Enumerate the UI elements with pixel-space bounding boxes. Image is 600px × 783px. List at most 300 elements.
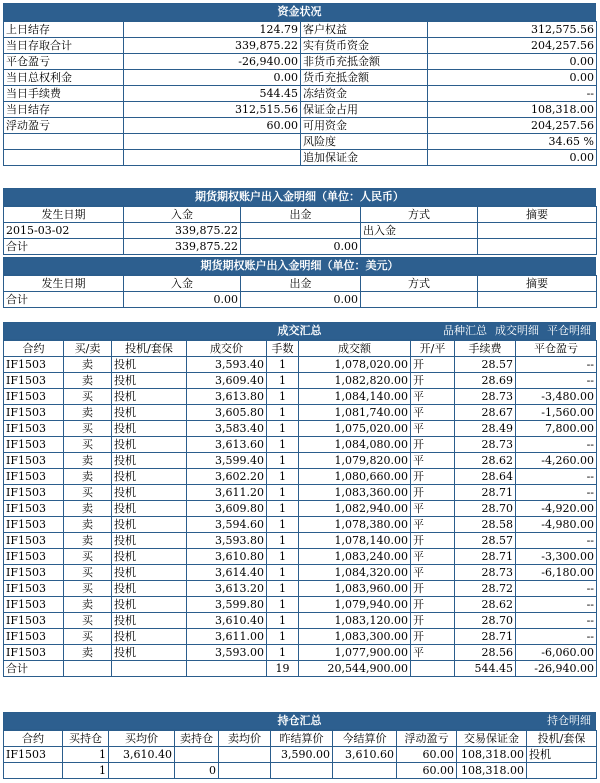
trade-cell: 1 bbox=[267, 501, 299, 517]
trade-cell: 开 bbox=[411, 373, 455, 389]
table-cell: 0.00 bbox=[124, 292, 241, 308]
position-cell: 108,318.00 bbox=[457, 747, 527, 763]
trade-cell: IF1503 bbox=[4, 373, 64, 389]
trade-cell: 投机 bbox=[112, 597, 187, 613]
funds-label: 浮动盈亏 bbox=[4, 118, 124, 134]
usd-title: 期货期权账户出入金明细（单位：美元） bbox=[3, 257, 596, 275]
column-header: 入金 bbox=[124, 207, 241, 223]
trade-cell: 开 bbox=[411, 613, 455, 629]
trade-cell: 1 bbox=[267, 581, 299, 597]
position-cell bbox=[109, 763, 175, 779]
trade-cell: 投机 bbox=[112, 357, 187, 373]
trade-cell: 投机 bbox=[112, 565, 187, 581]
rmb-title: 期货期权账户出入金明细（单位：人民币） bbox=[3, 188, 596, 206]
trade-row bbox=[4, 533, 597, 549]
position-cell bbox=[333, 763, 397, 779]
funds-value: 312,515.56 bbox=[124, 102, 301, 118]
funds-label: 风险度 bbox=[301, 134, 428, 150]
funds-value: 339,875.22 bbox=[124, 38, 301, 54]
link-position-detail[interactable]: 持仓明细 bbox=[547, 714, 591, 727]
trade-cell: 1,078,380.00 bbox=[299, 517, 411, 533]
trade-cell: 卖 bbox=[64, 517, 112, 533]
trade-cell: 开 bbox=[411, 581, 455, 597]
trade-cell: 买 bbox=[64, 389, 112, 405]
column-header: 方式 bbox=[361, 207, 478, 223]
trade-cell: 1,084,320.00 bbox=[299, 565, 411, 581]
trade-cell: 开 bbox=[411, 485, 455, 501]
trade-cell: 28.71 bbox=[455, 485, 516, 501]
trade-cell: 投机 bbox=[112, 629, 187, 645]
trade-cell: 1 bbox=[267, 565, 299, 581]
funds-value: 544.45 bbox=[124, 86, 301, 102]
funds-value: -26,940.00 bbox=[124, 54, 301, 70]
trade-cell: 28.71 bbox=[455, 549, 516, 565]
trade-cell: -6,060.00 bbox=[516, 645, 597, 661]
usd-header-row bbox=[4, 276, 597, 292]
trade-row bbox=[4, 629, 597, 645]
column-header: 投机/套保 bbox=[527, 731, 597, 747]
column-header: 卖均价 bbox=[219, 731, 271, 747]
table-cell: 0.00 bbox=[241, 239, 361, 255]
table-cell bbox=[478, 239, 597, 255]
trades-table bbox=[3, 340, 597, 677]
trade-cell: IF1503 bbox=[4, 357, 64, 373]
trade-cell: IF1503 bbox=[4, 613, 64, 629]
trade-cell: 28.73 bbox=[455, 565, 516, 581]
trade-row bbox=[4, 357, 597, 373]
trade-cell: 投机 bbox=[112, 389, 187, 405]
trade-cell: 3,613.20 bbox=[187, 581, 267, 597]
trade-cell: 3,593.80 bbox=[187, 533, 267, 549]
trade-cell: 1,078,020.00 bbox=[299, 357, 411, 373]
trade-row bbox=[4, 549, 597, 565]
funds-value: 204,257.56 bbox=[428, 38, 597, 54]
trade-cell: 平 bbox=[411, 453, 455, 469]
trade-cell: -4,980.00 bbox=[516, 517, 597, 533]
trade-cell: 1,082,820.00 bbox=[299, 373, 411, 389]
positions-title: 持仓汇总 bbox=[277, 714, 322, 727]
position-cell: 1 bbox=[63, 747, 109, 763]
trade-cell: 1 bbox=[267, 533, 299, 549]
funds-label: 非货币充抵金额 bbox=[301, 54, 428, 70]
trade-cell: 1,075,020.00 bbox=[299, 421, 411, 437]
trade-cell: IF1503 bbox=[4, 421, 64, 437]
funds-value: 204,257.56 bbox=[428, 118, 597, 134]
trade-cell: 开 bbox=[411, 357, 455, 373]
funds-label: 当日总权利金 bbox=[4, 70, 124, 86]
trade-cell: 平 bbox=[411, 421, 455, 437]
funds-value: 0.00 bbox=[428, 150, 597, 166]
trade-cell: 1 bbox=[267, 517, 299, 533]
funds-value: 60.00 bbox=[124, 118, 301, 134]
funds-section bbox=[3, 3, 596, 166]
position-row bbox=[4, 763, 597, 779]
trade-cell: 3,593.00 bbox=[187, 645, 267, 661]
trade-row bbox=[4, 597, 597, 613]
funds-value: 0.00 bbox=[124, 70, 301, 86]
trade-cell: IF1503 bbox=[4, 501, 64, 517]
funds-label: 上日结存 bbox=[4, 22, 124, 38]
trade-cell: 1,084,140.00 bbox=[299, 389, 411, 405]
column-header: 卖持仓 bbox=[175, 731, 219, 747]
table-cell: 合计 bbox=[4, 292, 124, 308]
trade-row bbox=[4, 405, 597, 421]
trade-cell: 开 bbox=[411, 437, 455, 453]
trade-row bbox=[4, 581, 597, 597]
funds-label bbox=[4, 134, 124, 150]
trade-cell: 买 bbox=[64, 421, 112, 437]
trade-cell: 1 bbox=[267, 629, 299, 645]
trade-cell: 3,599.40 bbox=[187, 453, 267, 469]
trade-total-cell: 19 bbox=[267, 661, 299, 677]
trade-total-cell bbox=[64, 661, 112, 677]
trade-cell: 买 bbox=[64, 437, 112, 453]
trade-cell: IF1503 bbox=[4, 389, 64, 405]
trade-cell: 1 bbox=[267, 389, 299, 405]
trade-cell: 28.57 bbox=[455, 533, 516, 549]
trade-cell: 投机 bbox=[112, 533, 187, 549]
table-cell: 339,875.22 bbox=[124, 223, 241, 239]
trades-header-row bbox=[4, 341, 597, 357]
positions-header bbox=[3, 712, 596, 730]
trade-cell: 卖 bbox=[64, 453, 112, 469]
column-header: 方式 bbox=[361, 276, 478, 292]
trade-cell: 卖 bbox=[64, 597, 112, 613]
positions-table bbox=[3, 730, 597, 779]
funds-value: 108,318.00 bbox=[428, 102, 597, 118]
funds-label: 追加保证金 bbox=[301, 150, 428, 166]
table-cell bbox=[478, 292, 597, 308]
trade-row bbox=[4, 645, 597, 661]
funds-label: 实有货币资金 bbox=[301, 38, 428, 54]
trade-cell: 平 bbox=[411, 501, 455, 517]
trade-cell: -- bbox=[516, 533, 597, 549]
trade-row bbox=[4, 453, 597, 469]
trade-total-cell: 544.45 bbox=[455, 661, 516, 677]
column-header: 入金 bbox=[124, 276, 241, 292]
position-cell: 0 bbox=[175, 763, 219, 779]
trade-cell: IF1503 bbox=[4, 549, 64, 565]
trade-cell: 平 bbox=[411, 565, 455, 581]
trade-cell: 28.70 bbox=[455, 613, 516, 629]
trade-cell: 1 bbox=[267, 421, 299, 437]
position-cell: 1 bbox=[63, 763, 109, 779]
trade-cell: 28.64 bbox=[455, 469, 516, 485]
trade-row bbox=[4, 485, 597, 501]
trade-cell: 1,081,740.00 bbox=[299, 405, 411, 421]
trade-cell: IF1503 bbox=[4, 597, 64, 613]
trade-cell: 买 bbox=[64, 581, 112, 597]
position-cell bbox=[219, 763, 271, 779]
trade-cell: 1 bbox=[267, 597, 299, 613]
trade-cell: 28.56 bbox=[455, 645, 516, 661]
trade-cell: 28.67 bbox=[455, 405, 516, 421]
position-cell: 3,590.00 bbox=[271, 747, 333, 763]
funds-label: 客户权益 bbox=[301, 22, 428, 38]
trade-cell: 投机 bbox=[112, 421, 187, 437]
funds-label bbox=[4, 150, 124, 166]
trade-cell: 投机 bbox=[112, 613, 187, 629]
rmb-header-row bbox=[4, 207, 597, 223]
trade-cell: IF1503 bbox=[4, 437, 64, 453]
funds-row bbox=[4, 150, 597, 166]
trades-total-row bbox=[4, 661, 597, 677]
usd-section bbox=[3, 257, 596, 308]
trade-cell: -- bbox=[516, 373, 597, 389]
funds-row bbox=[4, 38, 597, 54]
trade-cell: 1 bbox=[267, 453, 299, 469]
trade-cell: 28.70 bbox=[455, 501, 516, 517]
funds-table bbox=[3, 21, 597, 166]
trade-cell: 3,593.40 bbox=[187, 357, 267, 373]
funds-label: 当日手续费 bbox=[4, 86, 124, 102]
link-product-summary[interactable]: 品种汇总 bbox=[443, 324, 487, 337]
positions-section bbox=[3, 712, 596, 779]
funds-value: 312,575.56 bbox=[428, 22, 597, 38]
position-cell bbox=[527, 763, 597, 779]
trade-cell: 投机 bbox=[112, 437, 187, 453]
trade-cell: 投机 bbox=[112, 645, 187, 661]
trade-cell: 买 bbox=[64, 629, 112, 645]
trade-cell: 3,614.40 bbox=[187, 565, 267, 581]
funds-label: 货币充抵金额 bbox=[301, 70, 428, 86]
trade-cell: 买 bbox=[64, 549, 112, 565]
trade-cell: 卖 bbox=[64, 645, 112, 661]
position-cell: 3,610.60 bbox=[333, 747, 397, 763]
trade-cell: 3,610.80 bbox=[187, 549, 267, 565]
funds-value bbox=[124, 134, 301, 150]
trade-cell: 卖 bbox=[64, 405, 112, 421]
trade-row bbox=[4, 501, 597, 517]
trade-cell: 3,610.40 bbox=[187, 613, 267, 629]
trade-cell: -- bbox=[516, 629, 597, 645]
usd-row bbox=[4, 292, 597, 308]
funds-label: 平仓盈亏 bbox=[4, 54, 124, 70]
trade-cell: -6,180.00 bbox=[516, 565, 597, 581]
funds-value: 124.79 bbox=[124, 22, 301, 38]
column-header: 平仓盈亏 bbox=[516, 341, 597, 357]
table-cell bbox=[241, 223, 361, 239]
trade-cell: -4,260.00 bbox=[516, 453, 597, 469]
rmb-table bbox=[3, 206, 597, 255]
trade-cell: 卖 bbox=[64, 469, 112, 485]
trade-cell: 1 bbox=[267, 549, 299, 565]
column-header: 手续费 bbox=[455, 341, 516, 357]
trade-cell: 28.73 bbox=[455, 437, 516, 453]
trade-cell: 3,594.60 bbox=[187, 517, 267, 533]
column-header: 买均价 bbox=[109, 731, 175, 747]
trade-cell: 开 bbox=[411, 469, 455, 485]
trades-section bbox=[3, 322, 596, 677]
column-header: 今结算价 bbox=[333, 731, 397, 747]
trade-cell: 卖 bbox=[64, 373, 112, 389]
trade-cell: -1,560.00 bbox=[516, 405, 597, 421]
trade-cell: 3,613.60 bbox=[187, 437, 267, 453]
trade-cell: 3,611.20 bbox=[187, 485, 267, 501]
trade-cell: 28.72 bbox=[455, 581, 516, 597]
column-header: 开/平 bbox=[411, 341, 455, 357]
trade-cell: IF1503 bbox=[4, 453, 64, 469]
trade-cell: -3,300.00 bbox=[516, 549, 597, 565]
trade-cell: 1,079,820.00 bbox=[299, 453, 411, 469]
position-cell: 60.00 bbox=[397, 763, 457, 779]
trade-cell: IF1503 bbox=[4, 517, 64, 533]
trade-cell: 卖 bbox=[64, 357, 112, 373]
position-cell bbox=[175, 747, 219, 763]
trade-cell: 28.73 bbox=[455, 389, 516, 405]
trade-row bbox=[4, 469, 597, 485]
funds-row bbox=[4, 134, 597, 150]
trade-cell: 投机 bbox=[112, 517, 187, 533]
trade-row bbox=[4, 373, 597, 389]
funds-label: 冻结资金 bbox=[301, 86, 428, 102]
trade-cell: 3,605.80 bbox=[187, 405, 267, 421]
column-header: 合约 bbox=[4, 731, 63, 747]
trade-cell: 1,080,660.00 bbox=[299, 469, 411, 485]
trade-cell: 平 bbox=[411, 645, 455, 661]
table-cell: 合计 bbox=[4, 239, 124, 255]
trade-cell: IF1503 bbox=[4, 485, 64, 501]
trade-cell: 投机 bbox=[112, 485, 187, 501]
trade-cell: 1,079,940.00 bbox=[299, 597, 411, 613]
column-header: 合约 bbox=[4, 341, 64, 357]
trade-cell: 平 bbox=[411, 549, 455, 565]
trade-cell: 28.49 bbox=[455, 421, 516, 437]
trade-cell: -- bbox=[516, 469, 597, 485]
rmb-row bbox=[4, 239, 597, 255]
trade-cell: 卖 bbox=[64, 533, 112, 549]
column-header: 买持仓 bbox=[63, 731, 109, 747]
trade-cell: 投机 bbox=[112, 453, 187, 469]
trade-cell: 投机 bbox=[112, 469, 187, 485]
trade-cell: 买 bbox=[64, 485, 112, 501]
trade-cell: 投机 bbox=[112, 373, 187, 389]
funds-row bbox=[4, 102, 597, 118]
position-cell: 3,610.40 bbox=[109, 747, 175, 763]
positions-header-row bbox=[4, 731, 597, 747]
trade-cell: 1 bbox=[267, 405, 299, 421]
trade-cell: IF1503 bbox=[4, 533, 64, 549]
trade-cell: 28.62 bbox=[455, 453, 516, 469]
funds-value bbox=[124, 150, 301, 166]
trade-total-cell: 20,544,900.00 bbox=[299, 661, 411, 677]
column-header: 昨结算价 bbox=[271, 731, 333, 747]
trade-cell: 投机 bbox=[112, 581, 187, 597]
trade-cell: 投机 bbox=[112, 405, 187, 421]
trade-cell: IF1503 bbox=[4, 405, 64, 421]
trade-cell: 平 bbox=[411, 389, 455, 405]
trade-cell: 1 bbox=[267, 613, 299, 629]
column-header: 出金 bbox=[241, 207, 361, 223]
position-cell: IF1503 bbox=[4, 747, 63, 763]
trade-total-cell bbox=[187, 661, 267, 677]
trade-cell: 平 bbox=[411, 517, 455, 533]
trade-total-cell bbox=[411, 661, 455, 677]
link-trade-detail[interactable]: 成交明细 bbox=[495, 324, 539, 337]
positions-links bbox=[539, 713, 591, 729]
trade-cell: 开 bbox=[411, 629, 455, 645]
trade-cell: 1,083,360.00 bbox=[299, 485, 411, 501]
table-cell bbox=[361, 292, 478, 308]
funds-title: 资金状况 bbox=[3, 3, 596, 21]
usd-table bbox=[3, 275, 597, 308]
table-cell: 339,875.22 bbox=[124, 239, 241, 255]
trade-total-cell bbox=[112, 661, 187, 677]
trade-row bbox=[4, 421, 597, 437]
trade-cell: 1,083,960.00 bbox=[299, 581, 411, 597]
funds-label: 可用资金 bbox=[301, 118, 428, 134]
table-cell: 出入金 bbox=[361, 223, 478, 239]
trade-cell: 3,613.80 bbox=[187, 389, 267, 405]
trade-cell: -4,920.00 bbox=[516, 501, 597, 517]
trade-cell: 3,583.40 bbox=[187, 421, 267, 437]
trade-cell: -- bbox=[516, 485, 597, 501]
trade-cell: 7,800.00 bbox=[516, 421, 597, 437]
funds-row bbox=[4, 54, 597, 70]
trade-cell: 3,611.00 bbox=[187, 629, 267, 645]
position-cell bbox=[271, 763, 333, 779]
trade-total-cell: -26,940.00 bbox=[516, 661, 597, 677]
column-header: 摘要 bbox=[478, 276, 597, 292]
column-header: 摘要 bbox=[478, 207, 597, 223]
trade-cell: -- bbox=[516, 437, 597, 453]
trade-total-cell: 合计 bbox=[4, 661, 64, 677]
column-header: 浮动盈亏 bbox=[397, 731, 457, 747]
trade-cell: 1,077,900.00 bbox=[299, 645, 411, 661]
position-cell: 108,318.00 bbox=[457, 763, 527, 779]
trade-cell: 1 bbox=[267, 469, 299, 485]
position-row bbox=[4, 747, 597, 763]
trade-cell: IF1503 bbox=[4, 581, 64, 597]
trade-cell: 1,082,940.00 bbox=[299, 501, 411, 517]
column-header: 发生日期 bbox=[4, 207, 124, 223]
trade-cell: 1 bbox=[267, 373, 299, 389]
table-cell: 0.00 bbox=[241, 292, 361, 308]
column-header: 发生日期 bbox=[4, 276, 124, 292]
funds-row bbox=[4, 22, 597, 38]
trade-cell: 平 bbox=[411, 405, 455, 421]
position-cell bbox=[219, 747, 271, 763]
trade-cell: 28.62 bbox=[455, 597, 516, 613]
funds-row bbox=[4, 118, 597, 134]
trade-cell: 1,078,140.00 bbox=[299, 533, 411, 549]
trade-cell: 1,083,240.00 bbox=[299, 549, 411, 565]
trade-cell: 3,609.40 bbox=[187, 373, 267, 389]
rmb-section bbox=[3, 188, 596, 255]
trade-cell: IF1503 bbox=[4, 645, 64, 661]
funds-row bbox=[4, 70, 597, 86]
column-header: 买/卖 bbox=[64, 341, 112, 357]
trade-cell: -- bbox=[516, 581, 597, 597]
trades-header bbox=[3, 322, 596, 340]
trade-cell: 投机 bbox=[112, 501, 187, 517]
trade-cell: -- bbox=[516, 613, 597, 629]
trade-cell: 1 bbox=[267, 437, 299, 453]
trade-cell: 28.57 bbox=[455, 357, 516, 373]
trade-cell: 3,609.80 bbox=[187, 501, 267, 517]
trade-row bbox=[4, 565, 597, 581]
link-close-detail[interactable]: 平仓明细 bbox=[547, 324, 591, 337]
trade-cell: IF1503 bbox=[4, 629, 64, 645]
funds-label: 当日存取合计 bbox=[4, 38, 124, 54]
column-header: 出金 bbox=[241, 276, 361, 292]
trade-row bbox=[4, 437, 597, 453]
funds-value: 34.65 % bbox=[428, 134, 597, 150]
trade-cell: 3,602.20 bbox=[187, 469, 267, 485]
funds-label: 当日结存 bbox=[4, 102, 124, 118]
funds-label: 保证金占用 bbox=[301, 102, 428, 118]
trades-title: 成交汇总 bbox=[277, 324, 322, 337]
